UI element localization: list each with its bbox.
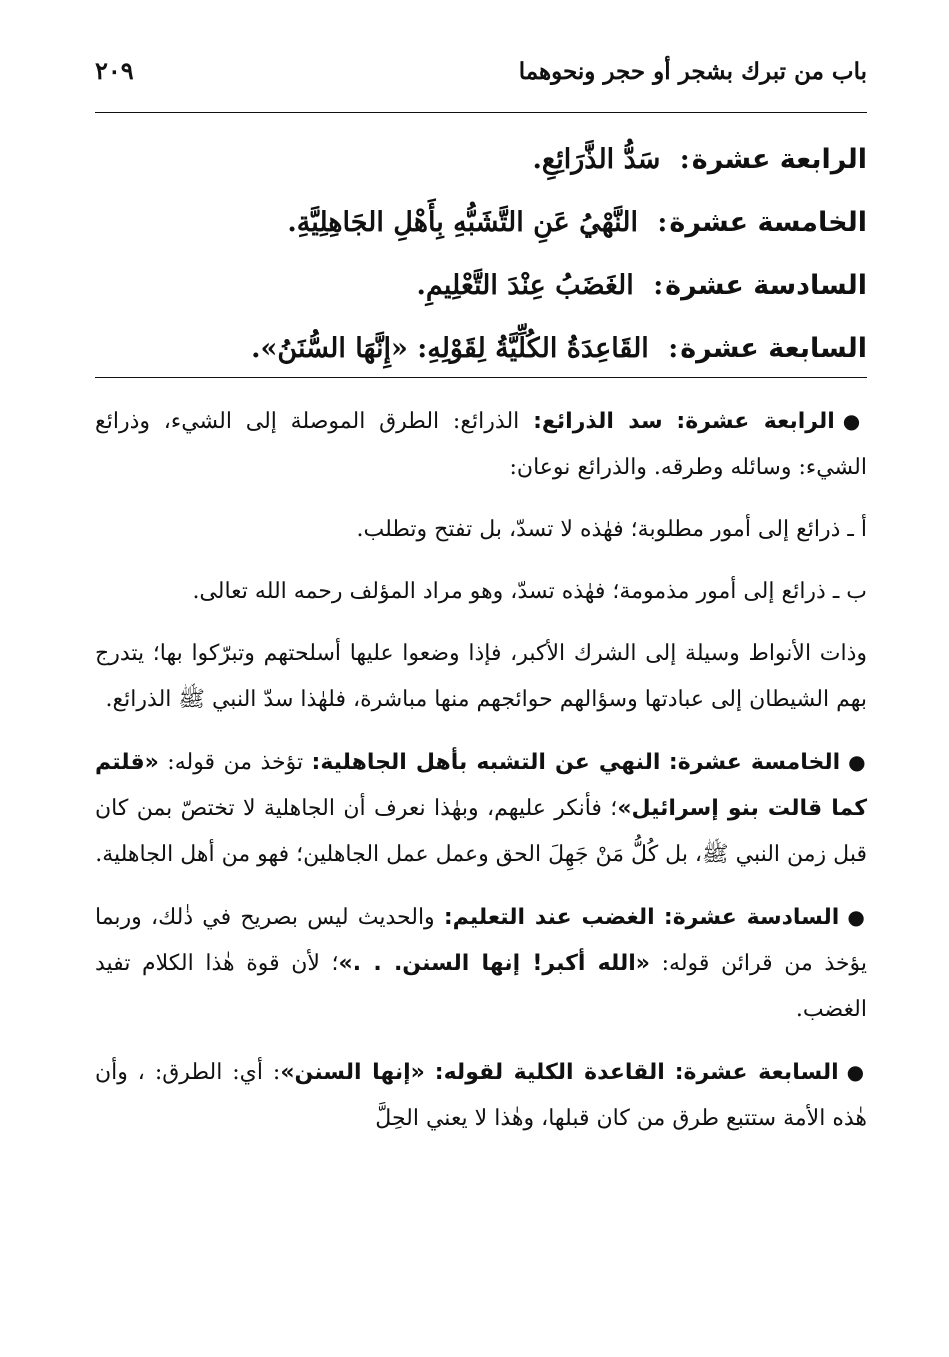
paragraph-lead: السادسة عشرة: bbox=[663, 905, 840, 930]
item-label: الرابعة عشرة bbox=[691, 144, 867, 175]
paragraph-text: ؛ لأن قوة هٰذا الكلام تفيد الغضب. bbox=[95, 951, 867, 1022]
paragraph-lead: الرابعة عشرة: bbox=[676, 409, 835, 434]
commentary-paragraph: وذات الأنواط وسيلة إلى الشرك الأكبر، فإذا وضعوا عليها أسلحتهم وتبرّكوا بها؛ يتدرج بهم الشيطان إلى عبادتها وسؤالهم حوائجهم منها مباشرة، فلهٰذا سدّ النبي ﷺ الذرائع. bbox=[95, 641, 867, 712]
commentary-paragraph: أ ـ ذرائع إلى أمور مطلوبة؛ فهٰذه لا تسدّ، بل تفتح وتطلب. bbox=[356, 517, 867, 542]
item-value: النَّهْيُ عَنِ التَّشَبُّهِ بِأَهْلِ الجَاهِلِيَّةِ. bbox=[287, 207, 639, 238]
commentary-paragraph bbox=[95, 894, 867, 1033]
commentary-divider bbox=[95, 377, 867, 378]
paragraph-lead: الخامسة عشرة: bbox=[668, 750, 841, 775]
item-value: سَدُّ الذَّرَائِعِ. bbox=[532, 144, 661, 175]
commentary-paragraph bbox=[95, 398, 867, 491]
paragraph-text: : أي: الطرق: ، وأن هٰذه الأمة ستتبع طرق من كان قبلها، وهٰذا لا يعني الحِلَّ bbox=[95, 1060, 867, 1131]
paragraph-text: الذرائع: الطرق الموصلة إلى الشيء، وذرائع الشيء: وسائله وطرقه. والذرائع نوعان: bbox=[95, 409, 867, 480]
running-title: باب من تبرك بشجر أو حجر ونحوهما bbox=[518, 58, 867, 85]
item-label: الخامسة عشرة bbox=[669, 207, 867, 238]
page-number: ٢٠٩ bbox=[95, 56, 134, 85]
bullet-icon: ● bbox=[846, 1060, 868, 1084]
paragraph-topic: القاعدة الكلية لقوله: bbox=[434, 1060, 665, 1085]
paragraph-text: ؛ فأنكر عليهم، وبهٰذا نعرف أن الجاهلية لا تختصّ بمن كان قبل زمن النبي ﷺ، بل كُلُّ مَنْ جَهِلَ الحق وعمل عمل الجاهلين؛ فهو من أهل الجاهلية. bbox=[95, 796, 867, 867]
main-text-item: السابعة عشرة: القَاعِدَةُ الكُلِّيَّةُ لِقَوْلِهِ: «إِنَّهَا السُّنَنُ». bbox=[251, 333, 867, 364]
hadith-quote: «إنها السنن» bbox=[280, 1060, 425, 1085]
page-header bbox=[95, 50, 867, 100]
hadith-quote: «الله أكبر! إنها السنن. . .» bbox=[338, 951, 651, 976]
paragraph-lead: السابعة عشرة: bbox=[674, 1060, 839, 1085]
bullet-icon: ● bbox=[842, 409, 868, 433]
main-text-item: الخامسة عشرة: النَّهْيُ عَنِ التَّشَبُّهِ بِأَهْلِ الجَاهِلِيَّةِ. bbox=[287, 207, 867, 238]
commentary-paragraph bbox=[95, 739, 867, 878]
main-text-list bbox=[95, 128, 867, 380]
hadith-quote: «قلتم كما قالت بنو إسرائيل» bbox=[95, 750, 868, 821]
main-text-item: السادسة عشرة: الغَضَبُ عِنْدَ التَّعْلِيمِ. bbox=[416, 270, 867, 301]
main-text-item: الرابعة عشرة: سَدُّ الذَّرَائِعِ. bbox=[532, 144, 867, 175]
item-label: السادسة عشرة bbox=[665, 270, 867, 301]
item-label: السابعة عشرة bbox=[680, 333, 867, 364]
commentary-paragraph: ب ـ ذرائع إلى أمور مذمومة؛ فهٰذه تسدّ، وهو مراد المؤلف رحمه الله تعالى. bbox=[192, 579, 867, 604]
commentary bbox=[95, 398, 867, 1158]
commentary-paragraph bbox=[95, 1049, 867, 1142]
paragraph-topic: النهي عن التشبه بأهل الجاهلية: bbox=[311, 750, 661, 775]
paragraph-text: والحديث ليس بصريح في ذٰلك، وربما يؤخذ من قرائن قوله: bbox=[95, 905, 868, 976]
header-divider bbox=[95, 112, 867, 113]
paragraph-text: تؤخذ من قوله: bbox=[167, 750, 304, 775]
paragraph-topic: سد الذرائع: bbox=[533, 409, 663, 434]
paragraph-topic: الغضب عند التعليم: bbox=[443, 905, 655, 930]
bullet-icon: ● bbox=[848, 750, 868, 774]
item-value: القَاعِدَةُ الكُلِّيَّةُ لِقَوْلِهِ: «إِنَّهَا السُّنَنُ». bbox=[251, 333, 649, 364]
item-value: الغَضَبُ عِنْدَ التَّعْلِيمِ. bbox=[416, 270, 634, 301]
bullet-icon: ● bbox=[847, 905, 867, 929]
